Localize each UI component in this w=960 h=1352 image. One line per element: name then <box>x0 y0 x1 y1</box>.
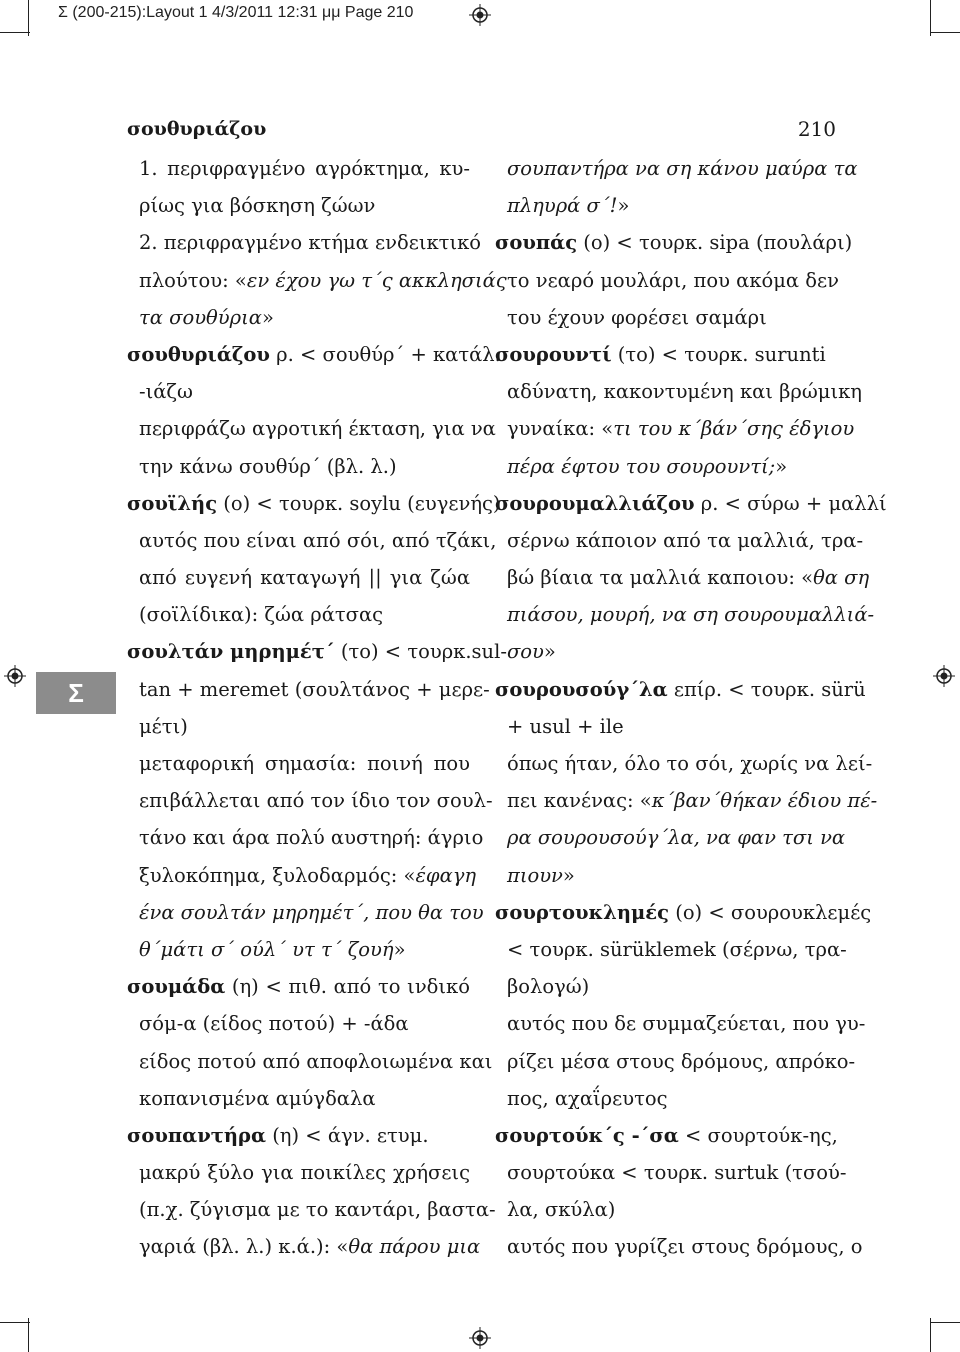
crop-mark <box>930 1322 960 1323</box>
text-line <box>495 1080 837 1117</box>
text-line <box>127 671 490 708</box>
text-line <box>495 187 837 224</box>
text: (π.χ. ζύγισμα με το καντάρι, βαστα- <box>139 1198 496 1222</box>
headword: σουλτάν μηρημέτ΄ <box>127 640 335 664</box>
text: αυτός που είναι από σόι, από τζάκι, <box>139 528 497 552</box>
text: 2. περιφραγμένο κτήμα ενδεικτικό <box>139 231 482 255</box>
text: γυναίκα: « <box>507 417 614 441</box>
quote-text: τι του κ΄βάν΄σης έδγιου <box>613 417 855 441</box>
entry-line <box>495 224 853 261</box>
text-line <box>495 782 878 819</box>
text: βώ βίαια τα μαλλιά καποιου: « <box>507 566 814 590</box>
text: σέρνω κάποιον από τα μαλλιά, τρα- <box>507 528 864 552</box>
text-line <box>495 819 846 856</box>
text-line <box>127 224 482 261</box>
text: (η) < πιθ. από το ινδικό <box>225 975 470 999</box>
crop-mark <box>930 0 931 36</box>
right-text-column <box>495 150 887 1266</box>
text: + usul + ile <box>507 714 624 738</box>
entry-line <box>495 336 837 373</box>
headword: σουρτουκλημές <box>495 900 670 924</box>
text: ρίως για βόσκηση ζώων <box>139 194 376 218</box>
text: μεταφορική σημασία: ποινή που <box>139 752 470 775</box>
entry-line <box>127 336 501 373</box>
text-line <box>127 819 484 856</box>
crop-mark <box>28 1318 29 1352</box>
text: τάνο και άρα πολύ αυστηρή: άγριο <box>139 826 484 850</box>
text-line <box>495 633 837 670</box>
text-line <box>127 1228 481 1265</box>
text: πος, αχαΐρευτος <box>507 1086 668 1110</box>
text: πει κανένας: « <box>507 789 652 813</box>
text-line <box>127 894 484 931</box>
quote-text: σου <box>507 640 544 664</box>
headword: σουθυριάζου <box>127 342 270 366</box>
headword: σουπαντήρα <box>127 1123 266 1147</box>
text-line <box>495 1228 863 1265</box>
text-line <box>127 187 470 224</box>
headword: σουϊλής <box>127 491 218 515</box>
headword: σουρουμαλλιάζου <box>495 491 695 515</box>
entry-line <box>495 671 866 708</box>
entry-line <box>127 1117 470 1154</box>
text: αυτός που δε συμμαζεύεται, που γυ- <box>507 1012 866 1036</box>
headword: σουρουντί <box>495 342 612 366</box>
text: σουρτούκα < τουρκ. surtuk (τσού- <box>507 1161 847 1185</box>
text-line <box>127 522 497 559</box>
registration-mark-icon <box>469 4 491 26</box>
text: αυτός που γυρίζει στους δρόμους, ο <box>507 1235 863 1259</box>
crop-mark <box>0 32 30 33</box>
text-line <box>127 1191 496 1228</box>
text: ρ. < σουθύρ΄ + κατάλ. <box>269 342 501 366</box>
text-line <box>495 1005 866 1042</box>
quote-text: θ΄μάτι σ΄ ούλ΄ υτ τ΄ ζουή <box>139 937 394 961</box>
text: 1. περιφραγμένο αγρόκτημα, κυ- <box>139 157 470 180</box>
text-line <box>495 745 873 782</box>
text-line <box>127 448 470 485</box>
text-line <box>495 559 870 596</box>
text-line <box>127 745 470 782</box>
text-line <box>495 522 864 559</box>
text: (ο) < τουρκ. sipa (πουλάρι) <box>577 231 853 255</box>
text: (ο) < τουρκ. soylu (ευγενής) <box>217 491 501 515</box>
quote-text: πιουν <box>507 863 563 887</box>
crop-mark <box>0 1322 30 1323</box>
quote-text: έφαγη <box>415 863 477 887</box>
text: λα, σκύλα) <box>507 1198 616 1222</box>
text: (η) < άγν. ετυμ. <box>266 1123 429 1147</box>
text: επίρ. < τουρκ. sürü <box>667 677 866 701</box>
text-line <box>127 708 470 745</box>
text: ρίζει μέσα στους δρόμους, απρόκο- <box>507 1049 856 1073</box>
text: όπως ήταν, όλο το σόι, χωρίς να λεί- <box>507 752 873 775</box>
text: πλούτου: « <box>139 268 247 292</box>
quote-text: πιάσου, μουρή, να ση σουρουμαλλιά- <box>507 603 875 627</box>
quote-text: τα σουθύρια <box>139 305 262 329</box>
text-line <box>127 410 496 447</box>
text: (το) < τουρκ.sul- <box>334 640 507 664</box>
registration-mark-icon <box>469 1327 491 1349</box>
text-line <box>127 596 470 633</box>
quote-close: » <box>393 937 406 961</box>
text-line <box>127 559 470 596</box>
text-line <box>495 410 855 447</box>
text: κοπανισμένα αμύγδαλα <box>139 1086 376 1110</box>
page-number: 210 <box>797 117 836 141</box>
entry-line <box>495 894 872 931</box>
headword: σουμάδα <box>127 975 226 999</box>
quote-text: σουπαντήρα να ση κάνου μαύρα τα <box>507 157 858 180</box>
registration-mark-icon <box>933 665 955 687</box>
text: < τουρκ. sürüklemek (σέρνω, τρα- <box>507 937 847 961</box>
entry-line <box>127 968 470 1005</box>
quote-close: » <box>775 454 788 478</box>
text-line <box>495 1191 837 1228</box>
entry-line <box>495 485 887 522</box>
text-line <box>127 782 493 819</box>
text-line <box>495 373 862 410</box>
text: την κάνω σουθύρ΄ (βλ. λ.) <box>139 454 397 478</box>
text-line <box>127 150 470 187</box>
text-line <box>495 448 837 485</box>
text: αδύνατη, κακοντυμένη και βρώμικη <box>507 380 862 404</box>
quote-close: » <box>562 863 575 887</box>
text: (σοϊλίδικα): ζώα ράτσας <box>139 603 384 627</box>
text: (ο) < σουρουκλεμές <box>669 900 872 924</box>
quote-close: » <box>617 194 630 218</box>
headword: σουρτούκ΄ς -΄σα <box>495 1123 679 1147</box>
print-slug: Σ (200-215):Layout 1 4/3/2011 12:31 μμ Page 210 <box>58 4 414 21</box>
text: (το) < τουρκ. surunti <box>611 342 826 366</box>
quote-text: ρα σουρουσούγ΄λα, να φαν τσι να <box>507 826 846 850</box>
text-line <box>495 857 837 894</box>
text-line <box>127 1005 470 1042</box>
text: < σουρτούκ-ης, <box>678 1123 838 1147</box>
text: ξυλοκόπημα, ξυλοδαρμός: « <box>139 863 416 887</box>
headword: σουπάς <box>495 231 578 255</box>
text: περιφράζω αγροτική έκταση, για να <box>139 417 496 441</box>
entry-line <box>127 633 507 670</box>
quote-text: θα ση <box>813 566 870 590</box>
section-letter-tab: Σ <box>36 672 116 714</box>
text: ρ. < σύρω + μαλλί <box>694 491 887 515</box>
text: είδος ποτού από αποφλοιωμένα και <box>139 1049 493 1073</box>
text: επιβάλλεται από τον ίδιο τον σουλ- <box>139 789 493 813</box>
text: γαριά (βλ. λ.) κ.ά.): « <box>139 1235 349 1259</box>
quote-close: » <box>543 640 556 664</box>
quote-text: ένα σουλτάν μηρημέτ΄, που θα του <box>139 900 484 924</box>
text: από ευγενή καταγωγή || για ζώα <box>139 566 470 590</box>
text-line <box>495 596 875 633</box>
headword: σουρουσούγ΄λα <box>495 677 668 701</box>
quote-text: πληυρά σ΄! <box>507 194 618 218</box>
entry-line <box>495 1117 837 1154</box>
text: το νεαρό μουλάρι, που ακόμα δεν <box>507 268 839 292</box>
text: σόμ-α (είδος ποτού) + -άδα <box>139 1012 409 1036</box>
text-line <box>495 1154 847 1191</box>
entry-line <box>127 485 501 522</box>
text-line <box>127 262 507 299</box>
text-line <box>127 857 477 894</box>
text-line <box>127 1043 493 1080</box>
text-line <box>495 708 837 745</box>
text-line <box>127 931 470 968</box>
text-line <box>495 1043 856 1080</box>
quote-text: εν έχου γω τ΄ς ακκλησιάς <box>246 268 507 292</box>
text-line <box>495 299 837 336</box>
registration-mark-icon <box>4 665 26 687</box>
text-line <box>127 1154 470 1191</box>
text-line <box>495 968 837 1005</box>
quote-text: κ΄βαν΄θήκαν έδιου πέ- <box>651 789 878 813</box>
left-text-column <box>127 150 507 1266</box>
text-line <box>127 1080 470 1117</box>
text: του έχουν φορέσει σαμάρι <box>507 305 767 329</box>
running-head: σουθυριάζου <box>127 118 267 140</box>
text: βολογώ) <box>507 975 590 999</box>
text: -ιάζω <box>139 380 193 404</box>
text-line <box>495 150 858 187</box>
quote-text: πέρα έφτου του σουρουντί; <box>507 454 776 478</box>
quote-text: θα πάρου μια <box>348 1235 481 1259</box>
text: μακρύ ξύλο για ποικίλες χρήσεις <box>139 1161 470 1185</box>
crop-mark <box>930 1318 931 1352</box>
text-line <box>495 931 847 968</box>
text-line <box>495 262 837 299</box>
quote-close: » <box>261 305 274 329</box>
text-line <box>127 373 470 410</box>
text: μέτι) <box>139 714 188 738</box>
crop-mark <box>930 32 960 33</box>
text: tan + meremet (σουλτάνος + μερε- <box>139 677 490 701</box>
text-line <box>127 299 470 336</box>
crop-mark <box>28 0 29 36</box>
